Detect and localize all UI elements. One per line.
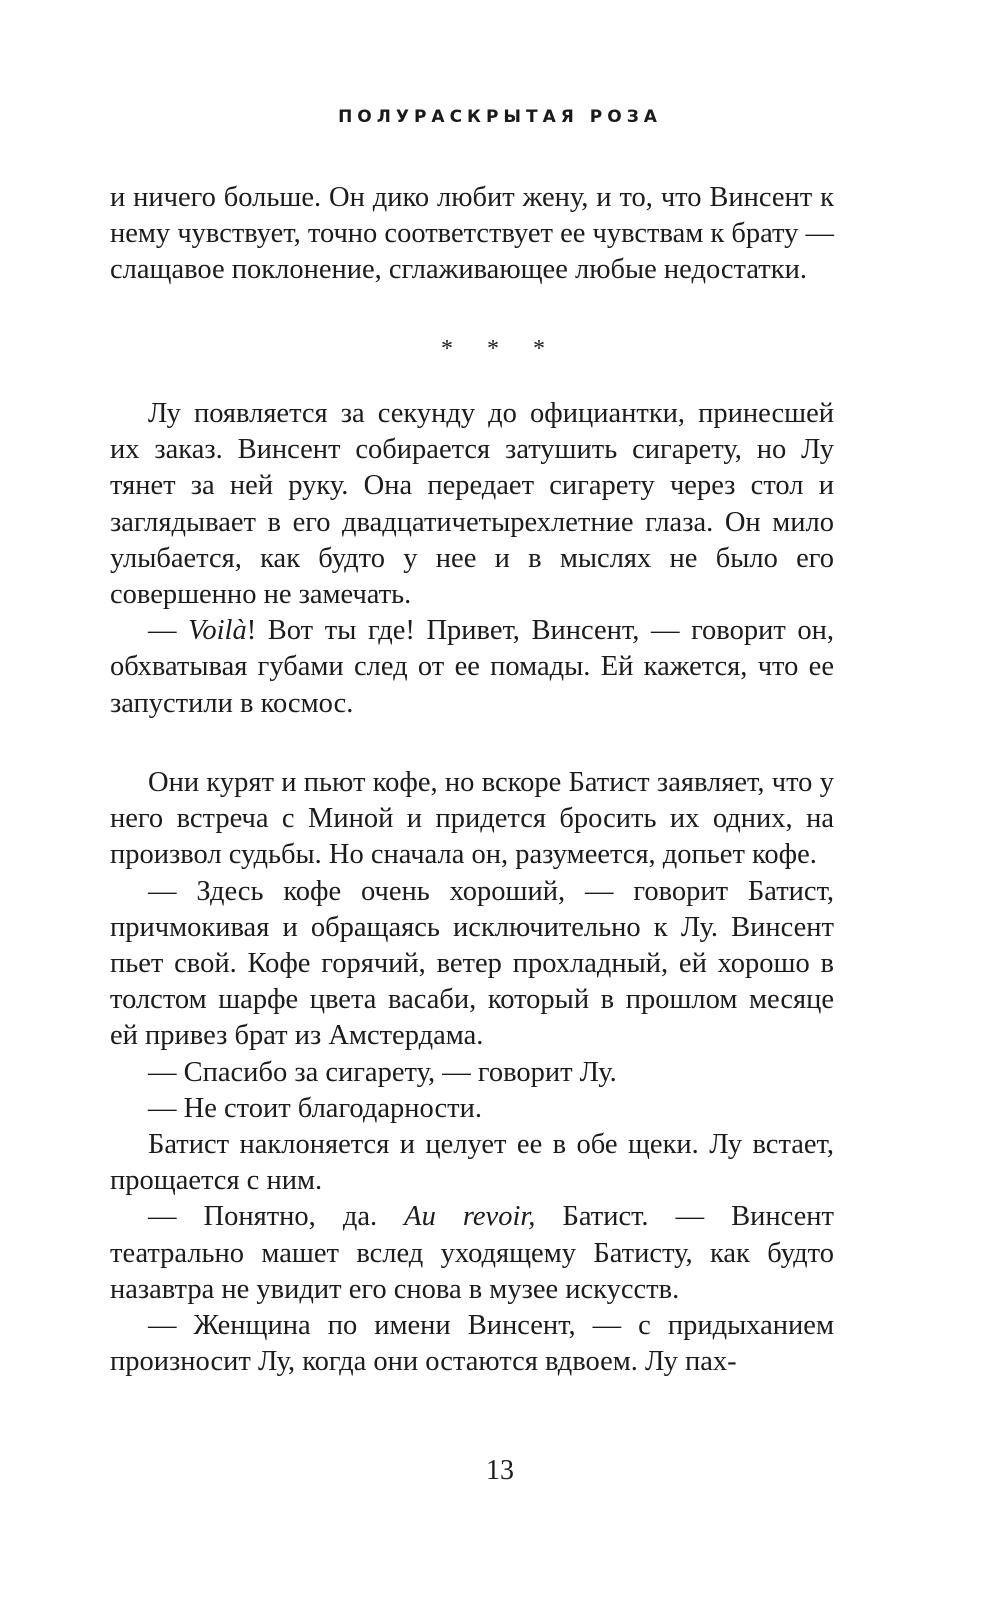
text-block-continuation: [110, 180, 834, 289]
dialogue-paragraph: — Не стоит благодарности.: [148, 1092, 482, 1124]
dialogue-text: ! Вот ты где! Привет, Винсент, — говорит он, обхватывая губами след от ее помады. Ей кажется, что ее запустили в космос.: [110, 615, 835, 719]
text-block-section-2: [110, 765, 834, 1380]
paragraph: Батист наклоняется и целует ее в обе щеки. Лу встает, прощается с ним.: [110, 1129, 834, 1197]
dialogue-dash: —: [148, 615, 189, 647]
dialogue-paragraph: — Здесь кофе очень хороший, — говорит Батист, причмокивая и обращаясь исключительно к Лу. Винсент пьет свой. Кофе горячий, ветер прохладный, ей хорошо в толстом шарфе цвета васаби, который в прошлом месяце ей привез брат из Амстердама.: [110, 875, 834, 1052]
running-head: ПОЛУРАСКРЫТАЯ РОЗА: [338, 107, 662, 127]
text-block-section-1: [110, 396, 834, 722]
dialogue-text: — Понятно, да.: [148, 1201, 405, 1233]
italic-foreign-word: Au revoir,: [404, 1201, 536, 1233]
paragraph: Они курят и пьют кофе, но вскоре Батист заявляет, что у него встреча с Миной и придется бросить их одних, на произвол судьбы. Но сначала он, разумеется, допьет кофе.: [110, 767, 834, 871]
italic-foreign-word: Voilà: [188, 615, 247, 647]
paragraph: Лу появляется за секунду до официантки, принесшей их заказ. Винсент собирается затушить сигарету, но Лу тянет за ней руку. Она передает сигарету через стол и заглядывает в его двадцатичетырехлетние глаза. Он мило улыбается, как будто у нее и в мыслях не было его совершенно не замечать.: [110, 398, 834, 611]
dialogue-paragraph: [110, 1199, 834, 1308]
dialogue-paragraph: — Женщина по имени Винсент, — с придыханием произносит Лу, когда они остаются вдвоем. Лу пах-: [110, 1310, 834, 1378]
section-separator: * * *: [441, 336, 559, 362]
dialogue-text: Батист. — Винсент театрально машет вслед уходящему Батисту, как будто назавтра не увидит его снова в музее искусств.: [110, 1201, 834, 1305]
page-number: 13: [486, 1455, 514, 1486]
dialogue-paragraph: [110, 613, 834, 722]
dialogue-paragraph: — Спасибо за сигарету, — говорит Лу.: [148, 1056, 617, 1088]
paragraph: и ничего больше. Он дико любит жену, и то, что Винсент к нему чувствует, точно соответствует ее чувствам к брату — слащавое поклонение, сглаживающее любые недостатки.: [110, 182, 834, 286]
